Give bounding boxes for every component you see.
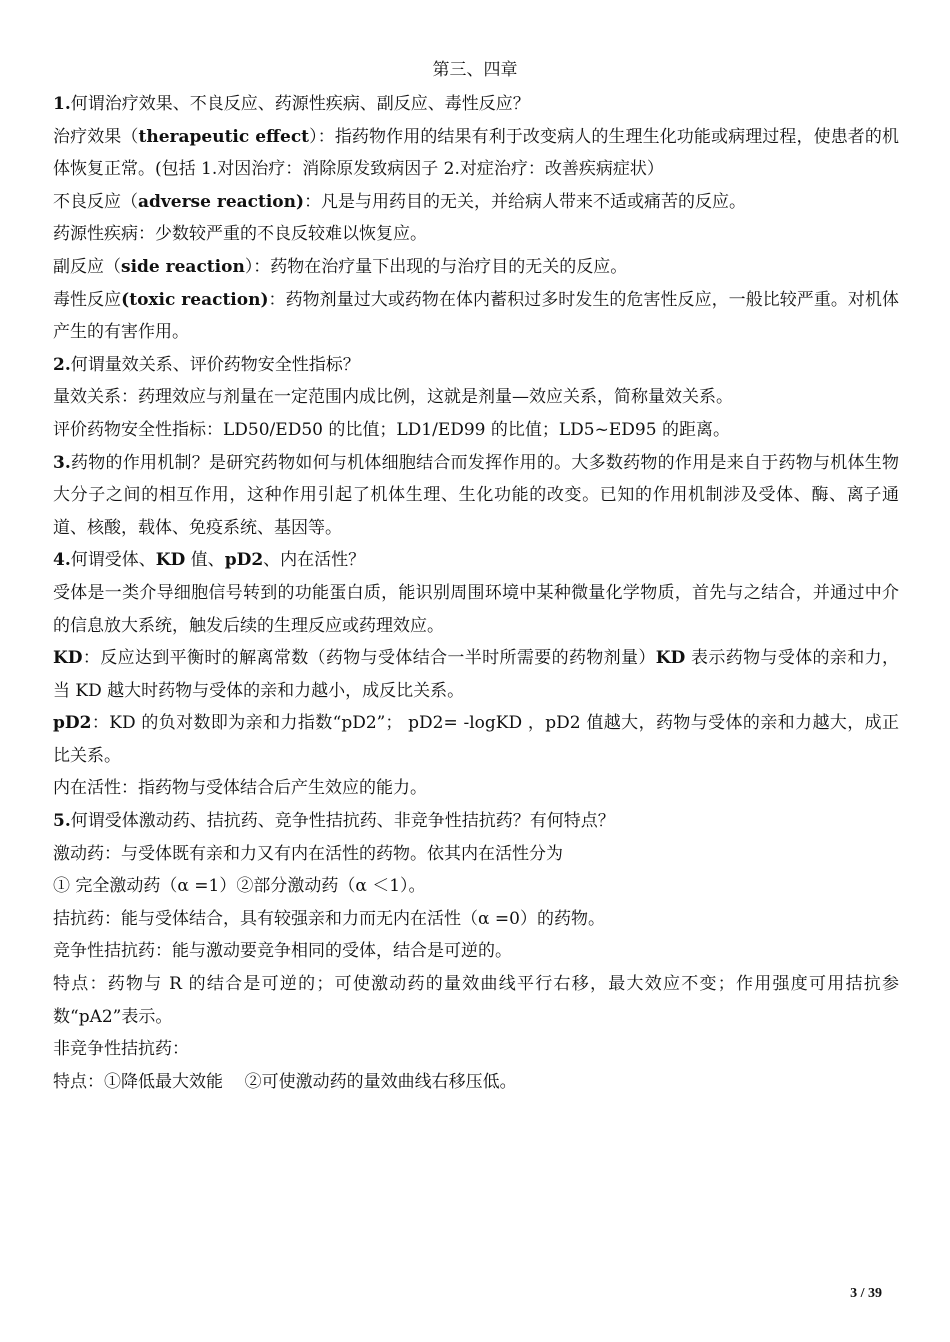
page-number: 3 / 39: [850, 1286, 882, 1301]
text-segment: 毒性反应: [53, 289, 122, 310]
safety-index-definition: 评价药物安全性指标：LD50/ED50 的比值；LD1/ED99 的比值；LD5~ED95 的距离。: [53, 419, 730, 440]
competitive-antagonist-features: 特点：药物与 R 的结合是可逆的；可使激动药的量效曲线平行右移，最大效应不变；作用强度可用拮抗参数“pA2”表示。: [53, 974, 899, 1027]
agonist-definition: 激动药：与受体既有亲和力又有内在活性的药物。依其内在活性分为: [53, 843, 563, 864]
term: pD2: [53, 713, 92, 734]
question-number: 1.: [53, 94, 71, 114]
text-segment: ：KD 的负对数即为亲和力指数“pD2”； pD2= -logKD ，pD2 值越大，药物与受体的亲和力越大，成正比关系。: [53, 713, 899, 766]
question-number: 5.: [53, 811, 71, 832]
question-text: 何谓量效关系、评价药物安全性指标？: [70, 354, 360, 375]
therapeutic-effect-definition: [53, 121, 899, 186]
competitive-antagonist-definition: 竞争性拮抗药：能与激动要竞争相同的受体，结合是可逆的。: [53, 941, 512, 962]
question-number: 4.: [53, 550, 71, 571]
text-segment: 表示药物与受体的亲和力，当 KD 越大时药物与受体的亲和力越小，成反比关系。: [53, 648, 899, 701]
text-segment: 何谓受体、: [70, 550, 156, 571]
term: KD: [155, 550, 186, 571]
term: pD2: [224, 550, 264, 571]
question-5: [53, 805, 899, 838]
question-2: [53, 349, 899, 382]
receptor-definition: 受体是一类介导细胞信号转到的功能蛋白质，能识别周围环境中某种微量化学物质，首先与之结合，并通过中介的信息放大系统，触发后续的生理反应或药理效应。: [53, 582, 899, 636]
pd2-definition: [53, 707, 899, 772]
text-segment: 副反应（: [53, 256, 121, 277]
question-3: [53, 447, 899, 545]
dose-effect-definition: 量效关系：药理效应与剂量在一定范围内成比例，这就是剂量—效应关系，简称量效关系。: [53, 387, 733, 408]
page-content: [53, 88, 899, 1098]
question-text: 何谓治疗效果、不良反应、药源性疾病、副反应、毒性反应？: [70, 94, 530, 114]
toxic-reaction-definition: [53, 284, 899, 349]
question-text: 药物的作用机制？是研究药物如何与机体细胞结合而发挥作用的。大多数药物的作用是来自于药物与机体生物大分子之间的相互作用，这种作用引起了机体生理、生化功能的改变。已知的作用机制涉及受体、酶、离子通道、核酸，载体、免疫系统、基因等。: [53, 452, 899, 538]
question-1: [53, 88, 899, 121]
term: KD: [655, 648, 686, 669]
side-reaction-definition: [53, 251, 899, 284]
text-segment: 治疗效果（: [53, 126, 139, 147]
term: side reaction: [121, 256, 245, 277]
text-segment: ：反应达到平衡时的解离常数（药物与受体结合一半时所需要的药物剂量）: [82, 648, 656, 669]
term: therapeutic effect: [138, 126, 310, 147]
adverse-reaction-definition: [53, 186, 899, 219]
text-segment: ）：药物在治疗量下出现的与治疗目的无关的反应。: [244, 256, 628, 277]
text-segment: ）：指药物作用的结果有利于改变病人的生理生化功能或病理过程，使患者的机体恢复正常。(包括 1.对因治疗：消除原发致病因子 2.对症治疗：改善疾病症状）: [53, 126, 899, 180]
noncompetitive-antagonist-definition: 非竞争性拮抗药：: [53, 1039, 189, 1060]
text-segment: 、内在活性？: [263, 550, 366, 571]
kd-definition: [53, 642, 899, 707]
term: (toxic reaction): [121, 289, 269, 310]
text-segment: ：药物剂量过大或药物在体内蓄积过多时发生的危害性反应，一般比较严重。对机体产生的有害作用。: [53, 289, 900, 343]
page-title: 第三、四章: [432, 60, 518, 80]
antagonist-definition: 拮抗药：能与受体结合，具有较强亲和力而无内在活性（α =0）的药物。: [53, 908, 605, 929]
question-number: 2.: [53, 354, 71, 375]
drug-induced-disease-definition: 药源性疾病：少数较严重的不良反较难以恢复应。: [53, 224, 427, 245]
intrinsic-activity-definition: 内在活性：指药物与受体结合后产生效应的能力。: [53, 778, 427, 799]
text-segment: 值、: [185, 550, 225, 571]
text-segment: ：凡是与用药目的无关，并给病人带来不适或痛苦的反应。: [304, 191, 747, 212]
text-segment: 不良反应（: [53, 191, 138, 212]
question-4: [53, 544, 899, 577]
noncompetitive-antagonist-features: 特点：①降低最大效能 ②可使激动药的量效曲线右移压低。: [53, 1071, 517, 1092]
term: KD: [53, 648, 83, 669]
question-text: 何谓受体激动药、拮抗药、竞争性拮抗药、非竞争性拮抗药？有何特点？: [70, 811, 615, 832]
agonist-types: ① 完全激动药（α =1）②部分激动药（α ＜1）。: [53, 876, 426, 897]
question-number: 3.: [53, 452, 71, 473]
term: adverse reaction): [138, 191, 305, 212]
